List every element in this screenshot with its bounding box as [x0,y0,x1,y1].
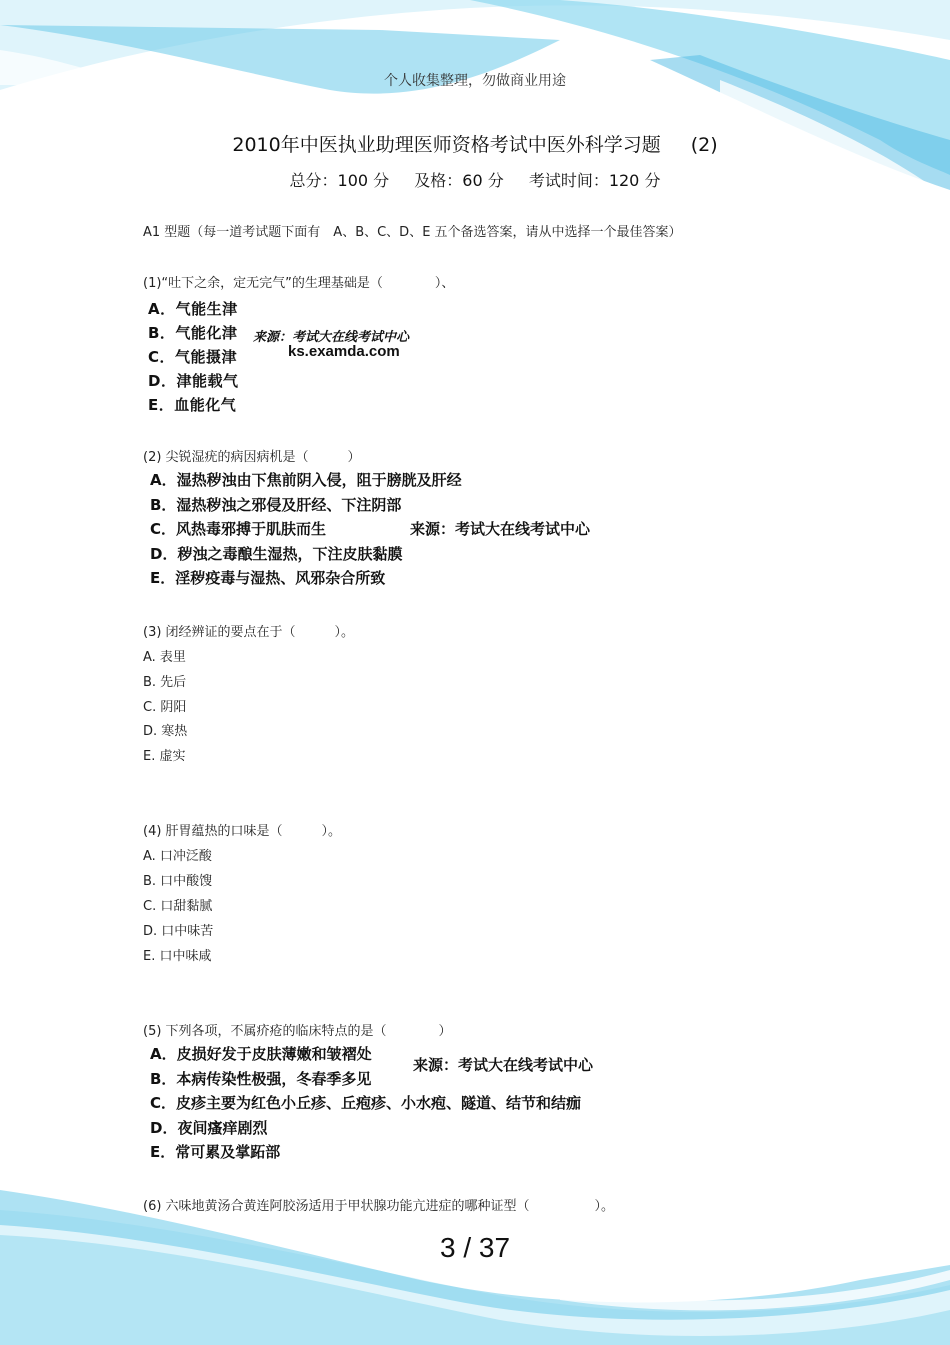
option-item: A. 表里 [143,650,186,665]
option-item: A．皮损好发于皮肤薄嫩和皱褶处 [150,1045,372,1063]
option-item: B. 口中酸馊 [143,874,213,889]
option-item: E．常可累及掌跖部 [150,1143,281,1161]
header-note: 个人收集整理，勿做商业用途 [384,73,566,89]
option-item: C. 阴阳 [143,700,187,715]
option-item: D．津能载气 [148,372,239,390]
question-stem: (3) 闭经辨证的要点在于（ ）。 [143,625,355,640]
question-stem: (4) 肝胃蕴热的口味是（ ）。 [143,824,342,839]
page-title [0,130,950,157]
watermark-url: ks.examda.com [288,343,400,360]
watermark-source: 来源：考试大在线考试中心 [413,1056,594,1074]
watermark-source-italic: 来源：考试大在线考试中心 [253,330,410,345]
option-item: B. 先后 [143,675,187,690]
option-item: B．本病传染性极强，冬春季多见 [150,1070,372,1088]
option-item: A. 口冲泛酸 [143,849,212,864]
option-item: E．淫秽疫毒与湿热、风邪杂合所致 [150,569,386,587]
option-item: D．夜间瘙痒剧烈 [150,1119,268,1137]
score-line [0,168,950,191]
option-item: D. 口中味苦 [143,924,214,939]
question-stem: (1)“吐下之余，定无完气”的生理基础是（ ）、 [143,276,455,291]
option-item: C．皮疹主要为红色小丘疹、丘疱疹、小水疱、隧道、结节和结痂 [150,1094,582,1112]
option-item: E. 虚实 [143,749,186,764]
option-item: C．风热毒邪搏于肌肤而生 [150,520,327,538]
pass-score: 及格：60 分 [414,171,504,190]
page-number: 3 / 37 [439,1232,511,1263]
instructions: A1 型题（每一道考试题下面有 A、B、C、D、E 五个备选答案，请从中选择一个最佳答案） [143,225,682,240]
option-item: A．气能生津 [148,300,238,318]
title-suffix: (2) [690,134,718,156]
question-stem: (6) 六味地黄汤合黄连阿胶汤适用于甲状腺功能亢进症的哪种证型（ ）。 [143,1199,615,1214]
option-item: D. 寒热 [143,724,188,739]
option-item: E．血能化气 [148,396,237,414]
question-stem: (5) 下列各项，不属疥疮的临床特点的是（ ） [143,1024,452,1039]
total-score: 总分：100 分 [289,171,390,190]
option-item: C. 口甜黏腻 [143,899,213,914]
watermark-source: 来源：考试大在线考试中心 [410,520,591,538]
option-item: B．湿热秽浊之邪侵及肝经、下注阴部 [150,496,402,514]
option-item: B．气能化津 [148,324,238,342]
option-item: A．湿热秽浊由下焦前阴入侵，阻于膀胱及肝经 [150,471,462,489]
exam-time: 考试时间：120 分 [528,171,661,190]
title-text: 2010年中医执业助理医师资格考试中医外科学习题 [232,134,661,156]
option-item: E. 口中味咸 [143,949,212,964]
option-item: C．气能摄津 [148,348,238,366]
option-item: D．秽浊之毒酿生湿热，下注皮肤黏膜 [150,545,403,563]
question-stem: (2) 尖锐湿疣的病因病机是（ ） [143,450,361,465]
